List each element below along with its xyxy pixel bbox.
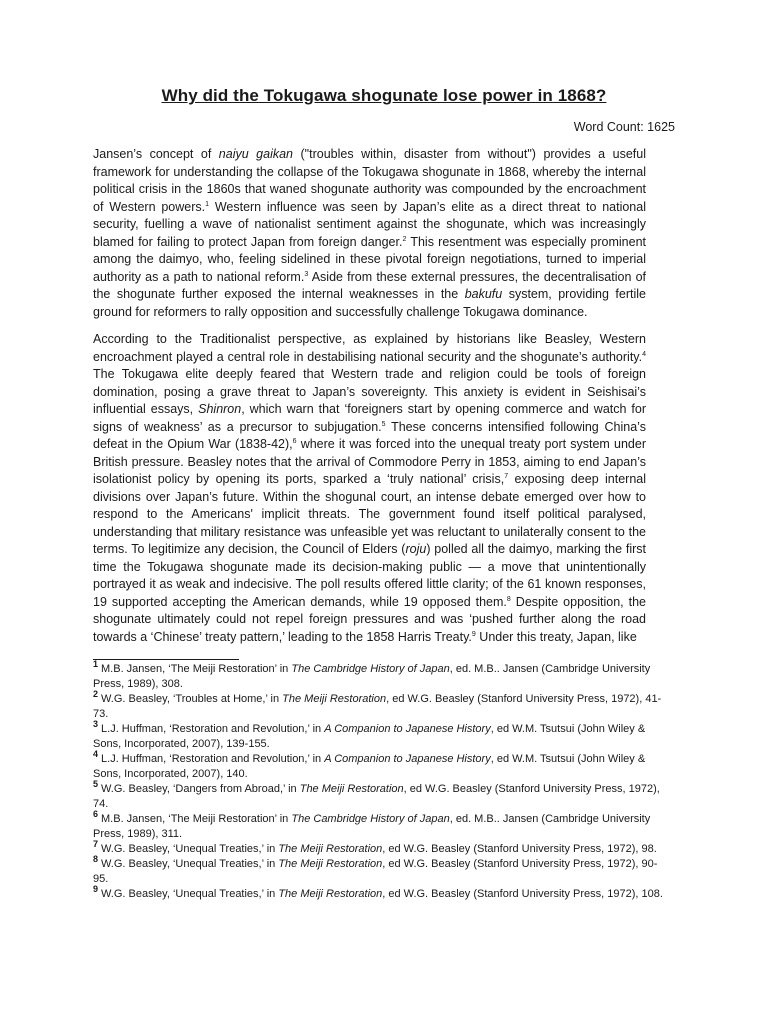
footnote-number: 9 — [93, 884, 99, 895]
text-run: Aside from these external pressures, the decentralisation of the shogunate further exposed the internal weaknesses in the — [93, 269, 647, 301]
text-run: W.G. Beasley, ‘Unequal Treaties,’ in — [101, 843, 279, 855]
footnote-2 — [93, 689, 668, 722]
text-run: W.G. Beasley, ‘Dangers from Abroad,’ in — [101, 783, 300, 795]
footnote-6 — [93, 809, 668, 842]
text-run: , ed. M.B.. Jansen (Cambridge University Press, 1989), 308. — [93, 663, 651, 690]
text-run: Despite opposition, the shogunate ultimately could not repel foreign pressures and was ‘pushed further along the road towards a ‘Chinese’ treaty pattern,’ leading to the 1858 Harris Treaty. — [93, 594, 646, 644]
text-run: Jansen’s concept of — [93, 147, 219, 161]
paragraph-1 — [93, 146, 646, 321]
footnote-number: 8 — [93, 854, 99, 865]
text-run: exposing deep internal divisions over Japan’s future. Within the shogunal court, an intense debate emerged over how to respond to the Americans' implicit threats. The government found itself political paralysed, understanding that military resistance was unfeasible yet was reluctant to unilaterally consent to the terms. To legitimize any decision, the Council of Elders ( — [93, 472, 647, 556]
text-run: , ed W.M. Tsutsui (John Wiley & Sons, Incorporated, 2007), 140. — [93, 753, 646, 780]
italic-text: The Meiji Restoration — [278, 888, 383, 900]
footnote-ref: 8 — [506, 595, 511, 603]
text-run: system, providing fertile ground for reformers to rally opposition and successfully challenge Tokugawa dominance. — [93, 287, 646, 319]
footnote-number: 6 — [93, 809, 99, 820]
text-run: , ed W.G. Beasley (Stanford University Press, 1972), 108. — [382, 888, 663, 900]
footnote-7 — [93, 839, 668, 857]
italic-text: Shinron — [198, 402, 242, 416]
footnote-3 — [93, 719, 668, 752]
text-run: According to the Traditionalist perspective, as explained by historians like Beasley, Western encroachment played a central role in destabilising national security and the shogunate’s authority. — [93, 332, 646, 364]
footnote-separator — [93, 659, 239, 660]
text-run: The Tokugawa elite deeply feared that Western trade and religion could be tools of foreign domination, posing a grave threat to Japan’s sovereignty. This anxiety is evident in Seishisai’s influential essays, — [93, 367, 646, 416]
footnote-number: 4 — [93, 749, 99, 760]
text-run: These concerns intensified following China’s defeat in the Opium War (1838-42), — [93, 419, 646, 451]
footnote-ref: 1 — [205, 200, 210, 208]
text-run: where it was forced into the unequal treaty port system under British pressure. Beasley notes that the arrival of Commodore Perry in 1853, aiming to end Japan’s isolationist policy by opening its ports, sparked a ‘truly national’ crisis, — [93, 437, 646, 486]
word-count: Word Count: 1625 — [573, 120, 675, 134]
italic-text: The Meiji Restoration — [278, 843, 383, 855]
footnote-number: 1 — [93, 659, 99, 670]
text-run: , ed W.G. Beasley (Stanford University Press, 1972), 41-73. — [93, 693, 662, 720]
italic-text: naiyu gaikan — [218, 147, 294, 161]
text-run: W.G. Beasley, ‘Troubles at Home,’ in — [101, 693, 283, 705]
footnote-9 — [93, 884, 668, 902]
text-run: , ed W.M. Tsutsui (John Wiley & Sons, Incorporated, 2007), 139-155. — [93, 723, 646, 750]
document-title: Why did the Tokugawa shogunate lose power in 1868? — [161, 86, 607, 105]
text-run: M.B. Jansen, ‘The Meiji Restoration’ in — [101, 663, 292, 675]
footnote-number: 5 — [93, 779, 99, 790]
italic-text: A Companion to Japanese History — [324, 723, 491, 735]
footnote-ref: 9 — [471, 630, 476, 638]
footnote-8 — [93, 854, 668, 887]
text-run: , ed. M.B.. Jansen (Cambridge University Press, 1989), 311. — [93, 813, 651, 840]
italic-text: The Meiji Restoration — [299, 783, 404, 795]
footnote-number: 2 — [93, 689, 99, 700]
footnote-ref: 5 — [381, 420, 386, 428]
italic-text: The Cambridge History of Japan — [291, 663, 450, 675]
paragraph-2 — [93, 331, 646, 646]
footnote-ref: 6 — [292, 437, 297, 445]
italic-text: roju — [405, 542, 427, 556]
text-run: This resentment was especially prominent among the daimyo, who, feeling sidelined in these pivotal foreign negotiations, turned to imperial authority as a path to national reform. — [93, 234, 646, 284]
text-run: , ed W.G. Beasley (Stanford University Press, 1972), 74. — [93, 783, 660, 810]
italic-text: A Companion to Japanese History — [324, 753, 491, 765]
footnote-number: 7 — [93, 839, 99, 850]
italic-text: The Meiji Restoration — [282, 693, 387, 705]
footnote-ref: 2 — [402, 235, 407, 243]
text-run: , ed W.G. Beasley (Stanford University Press, 1972), 90-95. — [93, 858, 658, 885]
body-text — [93, 146, 646, 656]
italic-text: bakufu — [464, 287, 503, 301]
footnote-5 — [93, 779, 668, 812]
text-run: Western influence was seen by Japan’s elite as a direct threat to national security, fuelling a wave of nationalist sentiment against the shogunate, which was increasingly blamed for failing to protect Japan from foreign danger. — [93, 199, 646, 249]
italic-text: The Cambridge History of Japan — [291, 813, 450, 825]
footnote-1 — [93, 659, 668, 692]
italic-text: The Meiji Restoration — [278, 858, 383, 870]
text-run: , ed W.G. Beasley (Stanford University Press, 1972), 98. — [382, 843, 657, 855]
text-run: ("troubles within, disaster from without") provides a useful framework for understanding the collapse of the Tokugawa shogunate in 1868, whereby the internal political crisis in the 1860s that waned shogunate authority was compounded by the encroachment of Western powers. — [93, 147, 646, 214]
text-run: M.B. Jansen, ‘The Meiji Restoration’ in — [101, 813, 292, 825]
footnote-4 — [93, 749, 668, 782]
footnote-ref: 4 — [642, 350, 646, 358]
text-run: L.J. Huffman, ‘Restoration and Revolution,’ in — [101, 723, 325, 735]
text-run: , which warn that ‘foreigners start by opening commerce and watch for signs of weakness’ as a precursor to subjugation. — [93, 402, 646, 434]
text-run: ) polled all the daimyo, marking the first time the Tokugawa shogunate made its decision-making public — a move that unintentionally portrayed it as weak and indecisive. The poll results offered little clarity; of the 61 known responses, 19 supported accepting the American demands, while 19 opposed them. — [93, 542, 646, 609]
footnotes — [93, 659, 668, 902]
text-run: L.J. Huffman, ‘Restoration and Revolution,’ in — [101, 753, 325, 765]
footnote-ref: 7 — [504, 472, 509, 480]
text-run: W.G. Beasley, ‘Unequal Treaties,’ in — [101, 858, 279, 870]
text-run: W.G. Beasley, ‘Unequal Treaties,’ in — [101, 888, 279, 900]
footnote-ref: 3 — [304, 270, 309, 278]
footnote-number: 3 — [93, 719, 99, 730]
text-run: Under this treaty, Japan, like — [475, 629, 637, 644]
